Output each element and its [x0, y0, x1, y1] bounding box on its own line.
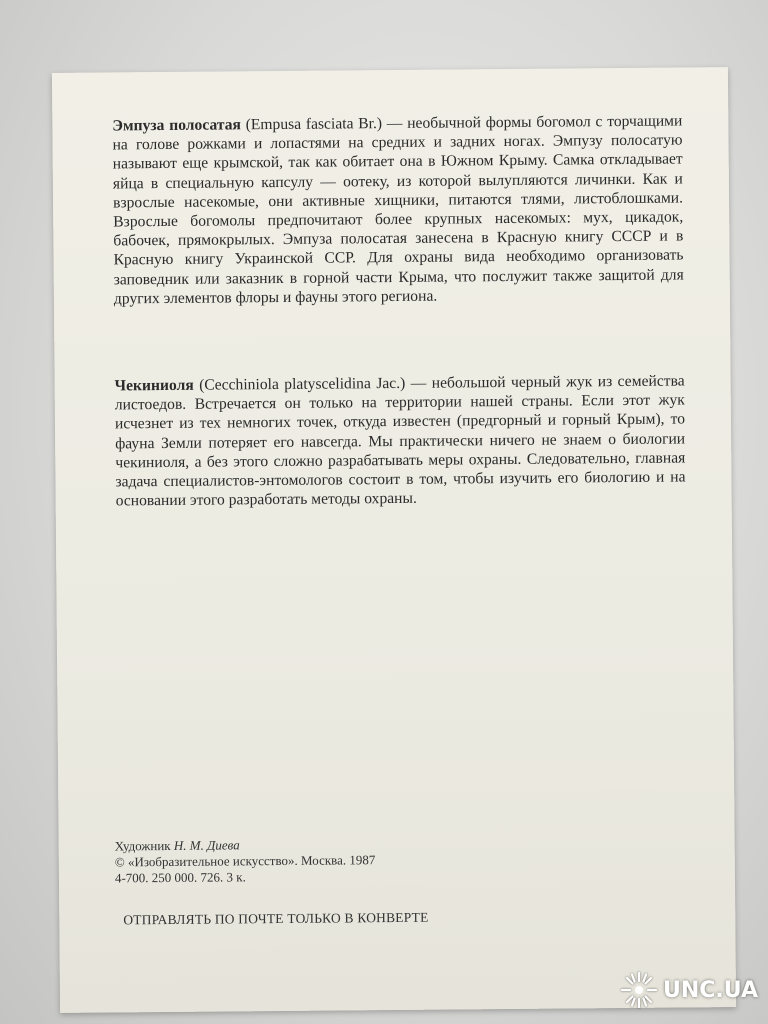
star-burst-icon	[619, 970, 659, 1010]
paragraph-empusa	[112, 111, 684, 308]
print-info-line: 4-700. 250 000. 726. 3 к.	[114, 869, 246, 886]
artist-label: Художник	[114, 837, 174, 854]
watermark-text: UNC.UA	[663, 977, 758, 1003]
artist-name: Н. М. Диева	[173, 837, 240, 853]
paragraph-body: (Cecchiniola platyscelidina Jac.) — небольшой черный жук из семейства листоедов. Встречается он только на территории нашей страны. Если этот жук исчезнет из тех немногих точек, откуда известен (предгорный и горный Крым), то фауна Земли потеряет его навсегда. Мы практически ничего не знаем о биологии чекиниоля, а без этого сложно разрабатывать меры охраны. Следовательно, главная задача специалистов-энтомологов состоит в том, чтобы изучить его биологию и на основании этого разработать методы охраны.	[114, 372, 686, 510]
postcard-back	[52, 67, 736, 1013]
paragraph-cecchiniola	[115, 371, 686, 510]
paragraph-title: Чекиниоля	[114, 376, 194, 395]
paragraph-body: (Empusa fasciata Br.) — необычной формы богомол с торчащими на голове рожками и лопастями на средних и задних ногах. Эмпузу полосатую называют еще крымской, так как обитает она в Южном Крыму. Самка откладывает яйца в специальную капсулу — оотеку, из которой вылупляются личинки. Как и взрослые насекомые, они активные хищники, питаются тлями, листоблошками. Взрослые богомолы предпочитают более крупных насекомых: мух, цикадок, бабочек, прямокрылых. Эмпуза полосатая занесена в Красную книгу СССР и в Красную книгу Украинской ССР. Для охраны вида необходимо организовать заповедник или заказник в горной части Крыма, что послужит также защитой для других элементов флоры и фауны этого региона.	[112, 112, 684, 308]
credits-block	[115, 835, 535, 887]
paragraph-title: Эмпуза полосатая	[112, 116, 241, 135]
mailing-instruction: ОТПРАВЛЯТЬ ПО ПОЧТЕ ТОЛЬКО В КОНВЕРТЕ	[123, 909, 429, 928]
publisher-line: © «Изобразительное искусство». Москва. 1987	[114, 852, 376, 870]
watermark	[619, 970, 758, 1010]
